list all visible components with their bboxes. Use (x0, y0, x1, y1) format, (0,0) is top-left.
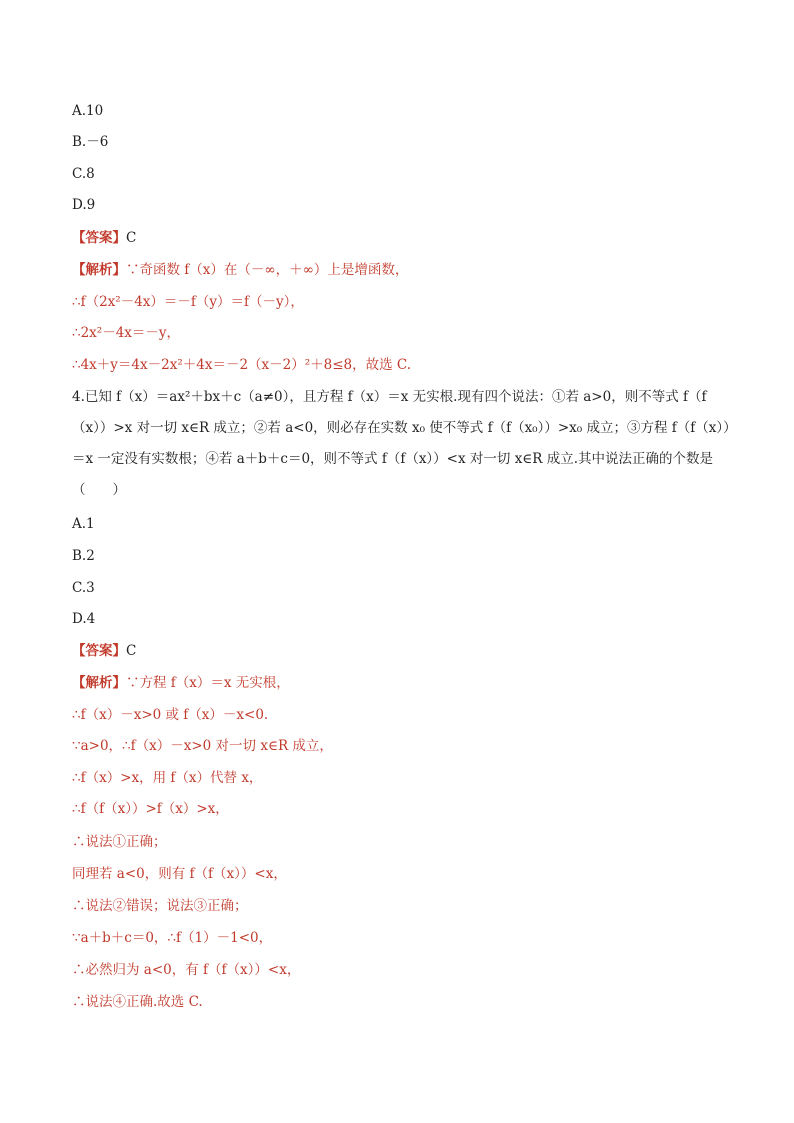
q3-analysis-line-4: ∴4x＋y＝4x－2x²＋4x＝－2（x－2）²＋8≤8，故选 C. (72, 357, 412, 373)
answer-tag: 【答案】 (72, 230, 126, 246)
q4-analysis-line-8: ∴说法②错误；说法③正确； (72, 898, 248, 914)
q4-analysis-line-7: 同理若 a<0，则有 f（f（x））<x， (72, 866, 287, 882)
q4-analysis-line-11: ∴说法④正确.故选 C. (72, 994, 203, 1010)
q3-option-a: A.10 (72, 103, 104, 119)
q4-option-b: B.2 (72, 548, 95, 564)
q4-analysis-line-3: ∵a>0，∴f（x）－x>0 对一切 x∈R 成立， (72, 738, 333, 754)
q4-option-a: A.1 (72, 516, 95, 532)
q3-analysis-line-1: 【解析】∵奇函数 f（x）在（－∞，＋∞）上是增函数， (72, 262, 409, 278)
answer-value: C (126, 643, 137, 659)
q4-analysis-line-9: ∵a＋b＋c＝0，∴f（1）－1<0， (72, 930, 273, 946)
q4-analysis-line-4: ∴f（x）>x，用 f（x）代替 x， (72, 770, 263, 786)
q4-analysis-line-10: ∴必然归为 a<0，有 f（f（x））<x， (72, 962, 301, 978)
q3-option-c: C.8 (72, 166, 95, 182)
q3-option-d: D.9 (72, 197, 96, 213)
q4-analysis-line-2: ∴f（x）－x>0 或 f（x）－x<0. (72, 707, 269, 723)
q3-option-b: B.－6 (72, 134, 109, 150)
answer-value: C (126, 230, 137, 246)
q3-answer (72, 228, 136, 248)
q4-analysis-line-6: ∴说法①正确； (72, 834, 167, 850)
q4-analysis-line-1: 【解析】∵方程 f（x）＝x 无实根， (72, 675, 290, 691)
analysis-tag: 【解析】 (72, 262, 126, 278)
q4-analysis-line-5: ∴f（f（x））>f（x）>x， (72, 801, 229, 817)
q4-option-c: C.3 (72, 580, 95, 596)
q4-stem: 4.已知 f（x）＝ax²＋bx＋c（a≠0），且方程 f（x）＝x 无实根.现有四个说法：①若 a>0，则不等式 f（f（x））>x 对一切 x∈R 成立；②若 a<0，则必存在实数 x₀ 使不等式 f（f（x₀））>x₀ 成立；③方程 f（f（x））＝x 一定没有实数根；④若 a＋b＋c＝0，则不等式 f（f（x））<x 对一切 x∈R 成立.其中说法正确的个数是（ ） (72, 389, 730, 498)
analysis-tag: 【解析】 (72, 675, 126, 691)
q3-analysis-line-3: ∴2x²－4x＝－y， (72, 325, 181, 341)
q3-analysis-line-2: ∴f（2x²－4x）＝－f（y）＝f（－y）， (72, 294, 304, 310)
answer-tag: 【答案】 (72, 643, 126, 659)
q4-option-d: D.4 (72, 611, 96, 627)
q4-answer (72, 641, 136, 661)
